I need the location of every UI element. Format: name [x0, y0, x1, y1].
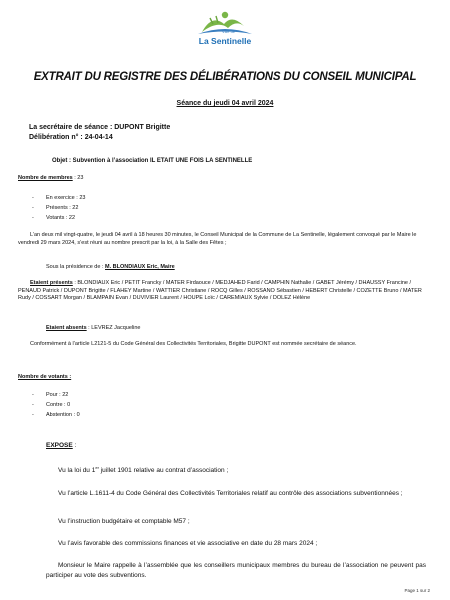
- presidence-label: Sous la présidence de :: [46, 264, 106, 270]
- bullet-dash: -: [32, 205, 34, 211]
- bullet-dash: -: [32, 412, 34, 418]
- page-footer: Page 1 sur 2: [404, 588, 430, 593]
- absents-line: [46, 325, 140, 331]
- vu-loi-sup: er: [95, 465, 99, 470]
- membres-label: Nombre de membres: [18, 175, 73, 181]
- bullet-dash: -: [32, 195, 34, 201]
- presents-label: Etaient présents: [30, 280, 73, 286]
- logo-town-name: La Sentinelle: [198, 36, 252, 46]
- membres-line: [18, 175, 83, 181]
- votants-abstention: Abstention : 0: [46, 412, 80, 418]
- membres-value: : 23: [72, 175, 84, 181]
- absents-list: : LEVREZ Jacqueline: [86, 325, 141, 331]
- expose-label: EXPOSE: [46, 442, 73, 449]
- logo-caption: Ville de: [222, 29, 236, 34]
- document-title: EXTRAIT DU REGISTRE DES DÉLIBÉRATIONS DU CONSEIL MUNICIPAL: [33, 71, 417, 83]
- intro-paragraph: L’an deux mil vingt-quatre, le jeudi 04 avril à 18 heures 30 minutes, le Conseil Municipal de la Commune de La Sentinelle, légalement convoqué par le Maire le vendredi 29 mars 2024, s’est réuni au nombre prescrit par la loi, à la Salle des Fêtes ;: [18, 232, 417, 246]
- presents-list: : BLONDIAUX Eric / PETIT Francky / MATER Firdaouce / MEDJAHED Farid / CAMPHIN Nathalie / GABET Jérémy / DHAUSSY Francine / PENAUD Patrick / DUPONT Brigitte / FLAHEY Martine / WATTIER Christiane / ROCQ Gilles / ROSSANO Sébastien / HEBERT Christelle / COZETTE Bruno / MATER Rudy / COSSART Morgan / BLAMPAIN Evan / DUVIVIER Laurent / HOUPE Loïc / CAREMIAUX Sylvie / DOLEZ Hélène: [18, 280, 422, 302]
- membres-presents: Présents : 22: [46, 205, 79, 211]
- vu-loi-text-a: Vu la loi du 1: [58, 467, 96, 475]
- votants-contre: Contre : 0: [46, 402, 71, 408]
- presidence-name: M. BLONDIAUX Eric, Maire: [105, 264, 175, 270]
- expose-colon: :: [72, 442, 77, 449]
- vu-article-line: Vu l’article L.1611-4 du Code Général des Collectivités Territoriales relatif au contrôle des associations subventionnées ;: [58, 490, 403, 497]
- vu-avis-line: Vu l’avis favorable des commissions finances et vie associative en date du 28 mars 2024 ;: [58, 540, 318, 547]
- conformement-paragraph: Conformément à l’article L2121-5 du Code Général des Collectivités Territoriales, Brigitte DUPONT est nommée secrétaire de séance.: [30, 341, 357, 347]
- presents-paragraph: [18, 280, 428, 303]
- bullet-dash: -: [32, 392, 34, 398]
- bullet-dash: -: [32, 215, 34, 221]
- membres-votants: Votants : 22: [46, 215, 76, 221]
- bullet-dash: -: [32, 402, 34, 408]
- membres-exercice: En exercice : 23: [46, 195, 86, 201]
- votants-pour: Pour : 22: [46, 392, 69, 398]
- secretaire-line: La secrétaire de séance : DUPONT Brigitte: [29, 124, 171, 131]
- monsieur-paragraph: Monsieur le Maire rappelle à l’assemblée que les conseillers municipaux membres du bureau de l’association ne peuvent pas participer au vote des subventions.: [46, 562, 426, 579]
- objet-line: Objet : Subvention à l’association IL ETAIT UNE FOIS LA SENTINELLE: [52, 158, 253, 164]
- votants-label: Nombre de votants :: [18, 374, 72, 380]
- vu-instruction-line: Vu l’instruction budgétaire et comptable M57 ;: [58, 518, 190, 525]
- presidence-line: [46, 264, 175, 270]
- seance-date: Séance du jeudi 04 avril 2024: [176, 100, 274, 107]
- vu-loi-line: [58, 463, 438, 475]
- deliberation-number: Délibération n° : 24-04-14: [29, 134, 113, 141]
- vu-loi-text-b: juillet 1901 relative au contrat d’association ;: [98, 467, 229, 475]
- absents-label: Etaient absents: [46, 325, 87, 331]
- expose-heading: [46, 442, 76, 449]
